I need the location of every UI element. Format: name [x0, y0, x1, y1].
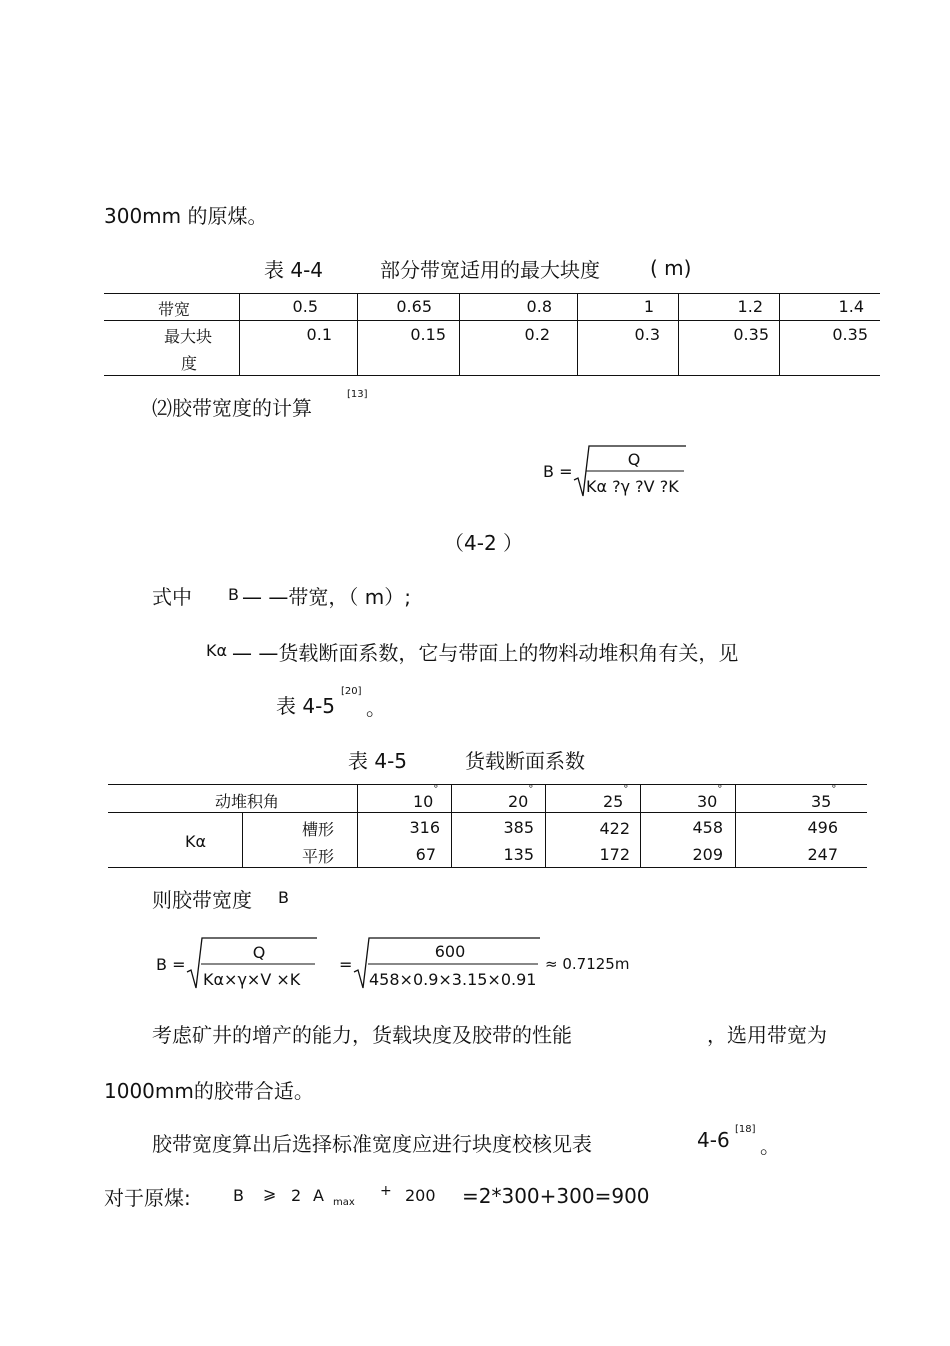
table-reference: 4-6 [697, 1128, 730, 1152]
sub-label-flat: 平形 [302, 847, 335, 866]
sub-label-trough: 槽形 [302, 820, 335, 839]
formula-denominator: Kα×γ×V ×K [203, 970, 301, 989]
where-symbol: B [228, 585, 239, 604]
table-caption-number: 表 4-4 [264, 258, 324, 282]
angle-value: 10 [413, 792, 434, 811]
table-cell: 458 [692, 818, 723, 837]
angle-header [811, 784, 837, 811]
table-cell: 0.15 [410, 325, 446, 344]
then-text: 则胶带宽度 [152, 888, 252, 912]
section-heading [152, 392, 312, 421]
formula-denominator-value: 458×0.9×3.15×0.91 [369, 970, 537, 989]
table-cell: 172 [599, 845, 630, 864]
table-cell: 385 [503, 818, 534, 837]
angle-value: 30 [697, 792, 718, 811]
angle-header [508, 784, 534, 811]
see-tail: 。 [366, 696, 386, 720]
paragraph-text: 胶带宽度算出后选择标准宽度应进行块度校核见表 [152, 1132, 592, 1156]
formula-lhs: B = [156, 955, 186, 974]
formula-equals: = [339, 955, 353, 974]
angle-value: 20 [508, 792, 529, 811]
row-label-belt-width: 带宽 [158, 300, 191, 319]
check-symbol-a: A [313, 1186, 324, 1205]
column-header-angle: 动堆积角 [215, 792, 280, 811]
paragraph-text-line2: 1000mm的胶带合适。 [104, 1079, 314, 1103]
paragraph-text: 考虑矿井的增产的能力，货载块度及胶带的性能 [152, 1023, 572, 1047]
check-lead: 对于原煤: [104, 1186, 191, 1210]
where-lead: 式中 [152, 585, 192, 609]
check-rhs: =2*300+300=900 [462, 1184, 650, 1208]
table-cell: 209 [692, 845, 723, 864]
table-cell: 0.35 [832, 325, 868, 344]
angle-header [697, 784, 723, 811]
table-caption-title: 部分带宽适用的最大块度 [380, 258, 600, 282]
formula-result: ≈ 0.7125m [545, 955, 630, 973]
angle-value: 35 [811, 792, 832, 811]
table-caption-number: 表 4-5 [348, 749, 408, 773]
check-number: 200 [405, 1186, 436, 1205]
table-cell: 316 [409, 818, 440, 837]
see-table-text: 表 4-5 [276, 694, 336, 718]
table-cell: 1 [643, 297, 654, 316]
degree-sign: ° [831, 784, 837, 795]
equation-number: （4-2 ） [444, 531, 524, 555]
citation-ref: [18] [735, 1124, 756, 1135]
paragraph-tail: 。 [760, 1134, 780, 1158]
check-subscript: max [333, 1197, 355, 1208]
citation-ref: [20] [341, 686, 362, 697]
table-caption-unit: ( m) [650, 256, 692, 280]
check-ge: ⩾ [263, 1184, 277, 1203]
formula-lhs: B = [543, 462, 573, 481]
citation-ref: [13] [347, 389, 368, 400]
formula-numerator: Q [627, 450, 641, 469]
kalpha-text: — —货载断面系数，它与带面上的物料动堆积角有关，见 [232, 641, 739, 665]
then-symbol: B [278, 888, 289, 907]
where-text: — —带宽，（ m）; [242, 585, 411, 609]
formula-denominator: Kα ?γ ?V ?K [586, 477, 679, 496]
check-plus: + [380, 1183, 392, 1199]
angle-header [413, 784, 439, 811]
degree-sign: ° [433, 784, 439, 795]
kalpha-symbol: Kα [206, 641, 228, 660]
table-cell: 247 [807, 845, 838, 864]
check-two: 2 [291, 1186, 302, 1205]
table-cell: 0.3 [634, 325, 660, 344]
table-cell: 135 [503, 845, 534, 864]
degree-sign: ° [528, 784, 534, 795]
table-cell: 0.65 [396, 297, 432, 316]
row-label-max-lump: 最大块 [164, 327, 213, 346]
text-line: 300mm 的原煤。 [104, 204, 268, 228]
angle-value: 25 [603, 792, 624, 811]
table-cell: 67 [415, 845, 436, 864]
table-cell: 422 [599, 819, 630, 838]
row-label-max-lump-2: 度 [181, 354, 198, 373]
table-cell: 1.4 [838, 297, 864, 316]
table-caption-title: 货载断面系数 [465, 749, 585, 773]
degree-sign: ° [717, 784, 723, 795]
paragraph-text-cont: ，选用带宽为 [707, 1023, 827, 1047]
table-cell: 0.35 [733, 325, 769, 344]
table-cell: 0.1 [306, 325, 332, 344]
table-cell: 0.2 [524, 325, 550, 344]
formula-numerator-value: 600 [434, 942, 466, 961]
angle-header [603, 784, 629, 811]
table-cell: 496 [807, 818, 838, 837]
formula-numerator: Q [252, 943, 266, 962]
table-cell: 0.5 [292, 297, 318, 316]
table-cell: 1.2 [737, 297, 763, 316]
degree-sign: ° [623, 784, 629, 795]
check-symbol-b: B [233, 1186, 244, 1205]
section-title: ⑵胶带宽度的计算 [152, 396, 312, 420]
row-label-kalpha: Kα [185, 832, 207, 851]
table-cell: 0.8 [526, 297, 552, 316]
